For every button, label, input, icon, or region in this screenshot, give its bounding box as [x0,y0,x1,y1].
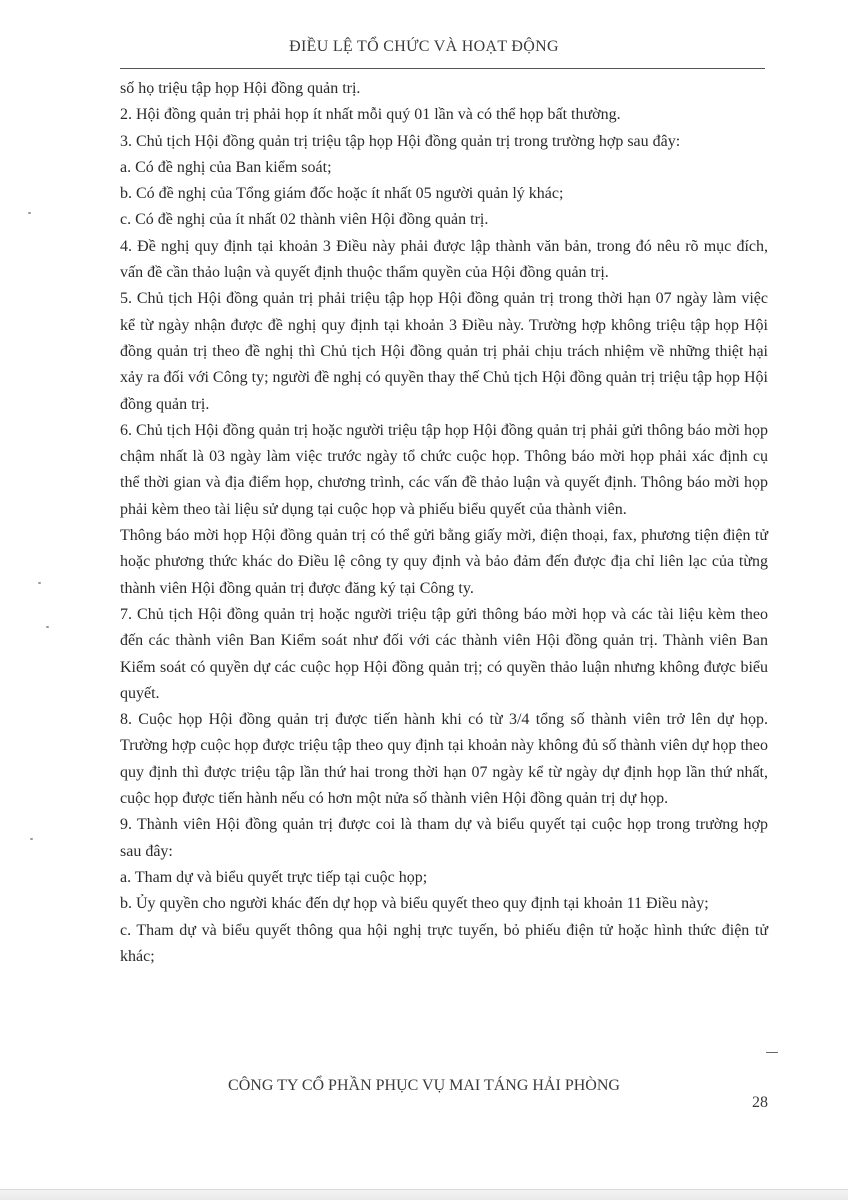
header-divider [120,68,765,69]
scan-bottom-edge [0,1189,848,1200]
paragraph-clause-3b: b. Có đề nghị của Tổng giám đốc hoặc ít nhất 05 người quản lý khác; [120,185,564,203]
paragraph-clause-3c: c. Có đề nghị của ít nhất 02 thành viên Hội đồng quản trị. [120,211,489,229]
paragraph-clause-6-notice: Thông báo mời họp Hội đồng quản trị có thể gửi bằng giấy mời, điện thoại, fax, phương tiện điện tử hoặc phương thức khác do Điều lệ công ty quy định và bảo đảm đến được địa chỉ liên lạc của từng thành viên Hội đồng quản trị được đăng ký tại Công ty. [120,527,768,597]
paragraph-clause-3: 3. Chủ tịch Hội đồng quản trị triệu tập họp Hội đồng quản trị trong trường hợp sau đây: [120,132,681,150]
scan-speck [28,212,31,214]
page-number: 28 [752,1094,768,1111]
paragraph-clause-4: 4. Đề nghị quy định tại khoản 3 Điều này phải được lập thành văn bản, trong đó nêu rõ mục đích, vấn đề cần thảo luận và quyết định thuộc thẩm quyền của Hội đồng quản trị. [120,237,768,282]
paragraph-continuation: số họ triệu tập họp Hội đồng quản trị. [120,80,361,97]
paragraph-clause-9: 9. Thành viên Hội đồng quản trị được coi là tham dự và biểu quyết tại cuộc họp trong trường hợp sau đây: [120,816,768,860]
margin-dash-mark [766,1052,778,1053]
running-header: ĐIỀU LỆ TỔ CHỨC VÀ HOẠT ĐỘNG [289,38,559,55]
paragraph-clause-8: 8. Cuộc họp Hội đồng quản trị được tiến hành khi có từ 3/4 tổng số thành viên trở lên dự họp. Trường hợp cuộc họp được triệu tập theo quy định tại khoản này không đủ số thành viên dự họp theo quy định thì được triệu tập lần thứ hai trong thời hạn 07 ngày kể từ ngày dự định họp lần thứ nhất, cuộc họp được tiến hành nếu có hơn một nửa số thành viên Hội đồng quản trị dự họp. [120,711,768,808]
paragraph-clause-9b: b. Ủy quyền cho người khác đến dự họp và biểu quyết theo quy định tại khoản 11 Điều này; [120,895,709,913]
footer-company-name: CÔNG TY CỔ PHẦN PHỤC VỤ MAI TÁNG HẢI PHÒNG [228,1077,620,1094]
paragraph-clause-9a: a. Tham dự và biểu quyết trực tiếp tại cuộc họp; [120,868,428,886]
paragraph-clause-2: 2. Hội đồng quản trị phải họp ít nhất mỗi quý 01 lần và có thể họp bất thường. [120,106,621,124]
paragraph-clause-6: 6. Chủ tịch Hội đồng quản trị hoặc người triệu tập họp Hội đồng quản trị phải gửi thông báo mời họp chậm nhất là 03 ngày làm việc trước ngày tổ chức cuộc họp. Thông báo mời họp phải xác định cụ thể thời gian và địa điểm họp, chương trình, các vấn đề thảo luận và quyết định. Thông báo mời họp phải kèm theo tài liệu sử dụng tại cuộc họp và phiếu biểu quyết của thành viên. [120,421,768,518]
paragraph-clause-3a: a. Có đề nghị của Ban kiểm soát; [120,158,332,176]
paragraph-clause-5: 5. Chủ tịch Hội đồng quản trị phải triệu tập họp Hội đồng quản trị trong thời hạn 07 ngày làm việc kể từ ngày nhận được đề nghị quy định tại khoản 3 Điều này. Trường hợp không triệu tập họp Hội đồng quản trị theo đề nghị thì Chủ tịch Hội đồng quản trị phải chịu trách nhiệm về những thiệt hại xảy ra đối với Công ty; người đề nghị có quyền thay thế Chủ tịch Hội đồng quản trị triệu tập họp Hội đồng quản trị. [120,290,768,413]
paragraph-clause-9c: c. Tham dự và biểu quyết thông qua hội nghị trực tuyến, bỏ phiếu điện tử hoặc hình thức điện tử khác; [120,921,768,965]
scan-speck [46,626,49,628]
scan-speck [30,838,33,840]
paragraph-clause-7: 7. Chủ tịch Hội đồng quản trị hoặc người triệu tập gửi thông báo mời họp và các tài liệu kèm theo đến các thành viên Ban Kiểm soát như đối với các thành viên Hội đồng quản trị. Thành viên Ban Kiểm soát có quyền dự các cuộc họp Hội đồng quản trị; có quyền thảo luận nhưng không được biểu quyết. [120,605,768,702]
document-body [120,76,768,970]
scan-speck [38,582,41,584]
